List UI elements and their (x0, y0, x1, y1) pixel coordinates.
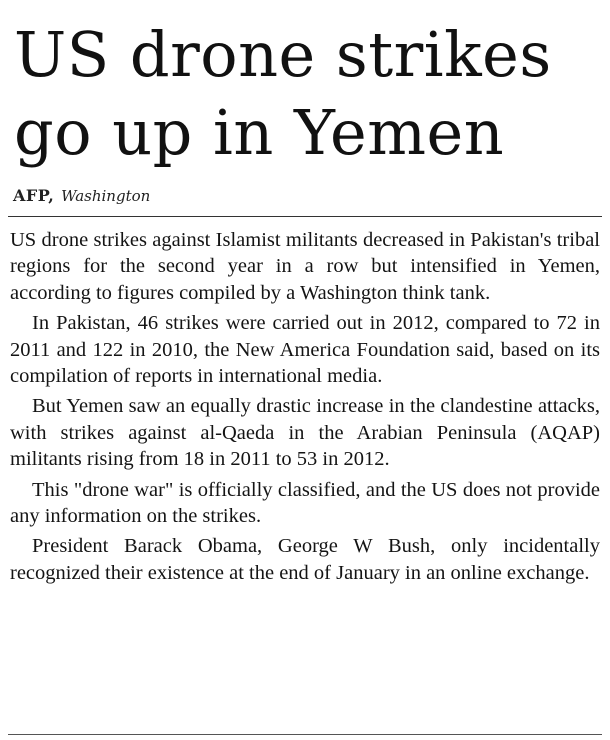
paragraph-5: President Barack Obama, George W Bush, only incidentally recognized their existence at the end of January in an online exchange. (10, 535, 600, 584)
bottom-divider (8, 734, 602, 735)
paragraph-4: This "drone war" is officially classified, and the US does not provide any information on the strikes. (10, 478, 600, 528)
dateline-location: Washington (61, 187, 151, 205)
news-agency: AFP, (13, 186, 55, 205)
paragraph-1: US drone strikes against Islamist militants decreased in Pakistan's tribal regions for the second year in a row but intensified in Yemen, according to figures compiled by a Washington think tank. (10, 229, 600, 304)
paragraph-3: But Yemen saw an equally drastic increase in the clandestine attacks, with strikes against al-Qaeda in the Arabian Peninsula (AQAP) militants rising from 18 in 2011 to 53 in 2012. (10, 395, 600, 471)
headline-line-1: US drone strikes (14, 18, 552, 91)
headline (14, 16, 604, 172)
paragraph-2: In Pakistan, 46 strikes were carried out in 2012, compared to 72 in 2011 and 122 in 2010, the New America Foundation said, based on its compilation of reports in international media. (10, 312, 600, 388)
article-body (10, 227, 600, 590)
headline-line-2: go up in Yemen (14, 96, 505, 169)
dateline (13, 186, 150, 206)
top-divider (8, 216, 602, 217)
